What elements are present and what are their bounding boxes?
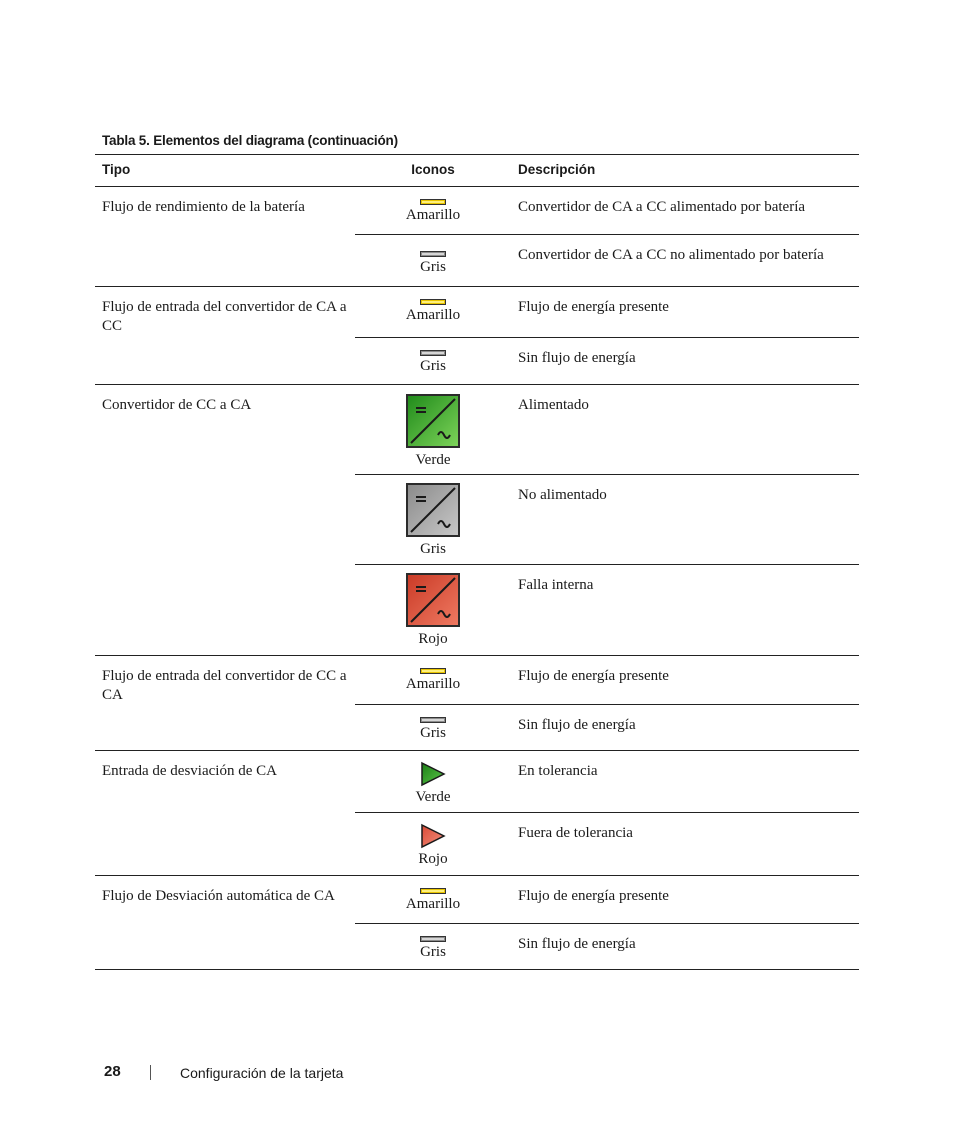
table-row <box>355 475 859 565</box>
flow-bar-icon <box>420 299 446 305</box>
icon-label: Rojo <box>418 851 448 867</box>
row-description: Flujo de energía presente <box>518 299 669 315</box>
table-row-group <box>95 287 859 385</box>
play-triangle-icon <box>419 761 447 787</box>
table-row <box>355 235 859 286</box>
table-row <box>355 813 859 875</box>
row-description: Flujo de energía presente <box>518 888 669 904</box>
table-row-group <box>95 385 859 656</box>
icon-label: Amarillo <box>405 307 461 323</box>
header-iconos: Iconos <box>411 162 455 177</box>
icon-label: Gris <box>420 541 446 557</box>
flow-bar-icon <box>420 717 446 723</box>
diagram-elements-table <box>95 154 859 970</box>
dc-ac-converter-icon <box>406 573 460 627</box>
table-row <box>355 287 859 338</box>
play-triangle-icon <box>419 823 447 849</box>
row-tipo: Flujo de entrada del convertidor de CA a CC <box>102 299 347 334</box>
flow-bar-icon <box>420 888 446 894</box>
row-description: No alimentado <box>518 487 607 503</box>
table-row <box>355 187 859 235</box>
row-description: Sin flujo de energía <box>518 717 636 733</box>
flow-bar-icon <box>420 668 446 674</box>
icon-label: Amarillo <box>405 676 461 692</box>
flow-bar-icon <box>420 936 446 942</box>
table-row <box>355 751 859 813</box>
flow-bar-icon <box>420 350 446 356</box>
header-tipo: Tipo <box>102 162 131 177</box>
row-description: Fuera de tolerancia <box>518 825 633 841</box>
icon-label: Verde <box>415 452 451 468</box>
row-tipo: Flujo de entrada del convertidor de CC a CA <box>102 668 347 703</box>
row-tipo: Flujo de Desviación automática de CA <box>102 888 335 904</box>
row-description: Sin flujo de energía <box>518 350 636 366</box>
row-description: Convertidor de CA a CC alimentado por batería <box>518 199 806 215</box>
page-number: 28 <box>104 1063 121 1080</box>
row-description: Flujo de energía presente <box>518 668 669 684</box>
table-row-group <box>95 876 859 970</box>
table-row <box>355 338 859 384</box>
row-description: En tolerancia <box>518 763 598 779</box>
table-row <box>355 656 859 705</box>
icon-label: Gris <box>420 259 446 275</box>
icon-label: Amarillo <box>405 896 461 912</box>
row-description: Convertidor de CA a CC no alimentado por batería <box>518 247 824 263</box>
table-row-group <box>95 187 859 287</box>
header-descripcion: Descripción <box>518 162 596 177</box>
row-tipo: Flujo de rendimiento de la batería <box>102 199 305 215</box>
icon-label: Rojo <box>418 631 448 647</box>
flow-bar-icon <box>420 199 446 205</box>
table-row <box>355 924 859 969</box>
table-row-group <box>95 656 859 751</box>
table-header <box>95 154 859 187</box>
table-caption: Tabla 5. Elementos del diagrama (continuación) <box>102 133 398 148</box>
icon-label: Verde <box>415 789 451 805</box>
table-row <box>355 565 859 655</box>
table-row <box>355 705 859 750</box>
dc-ac-converter-icon <box>406 394 460 448</box>
row-description: Sin flujo de energía <box>518 936 636 952</box>
row-tipo: Entrada de desviación de CA <box>102 763 277 779</box>
flow-bar-icon <box>420 251 446 257</box>
icon-label: Gris <box>420 725 446 741</box>
footer-section-title: Configuración de la tarjeta <box>180 1065 344 1081</box>
dc-ac-converter-icon <box>406 483 460 537</box>
table-row <box>355 876 859 924</box>
row-description: Alimentado <box>518 397 589 413</box>
table-row-group <box>95 751 859 876</box>
footer-divider <box>150 1065 151 1080</box>
icon-label: Gris <box>420 944 446 960</box>
table-row <box>355 385 859 475</box>
row-description: Falla interna <box>518 577 594 593</box>
row-tipo: Convertidor de CC a CA <box>102 397 252 413</box>
icon-label: Gris <box>420 358 446 374</box>
icon-label: Amarillo <box>405 207 461 223</box>
